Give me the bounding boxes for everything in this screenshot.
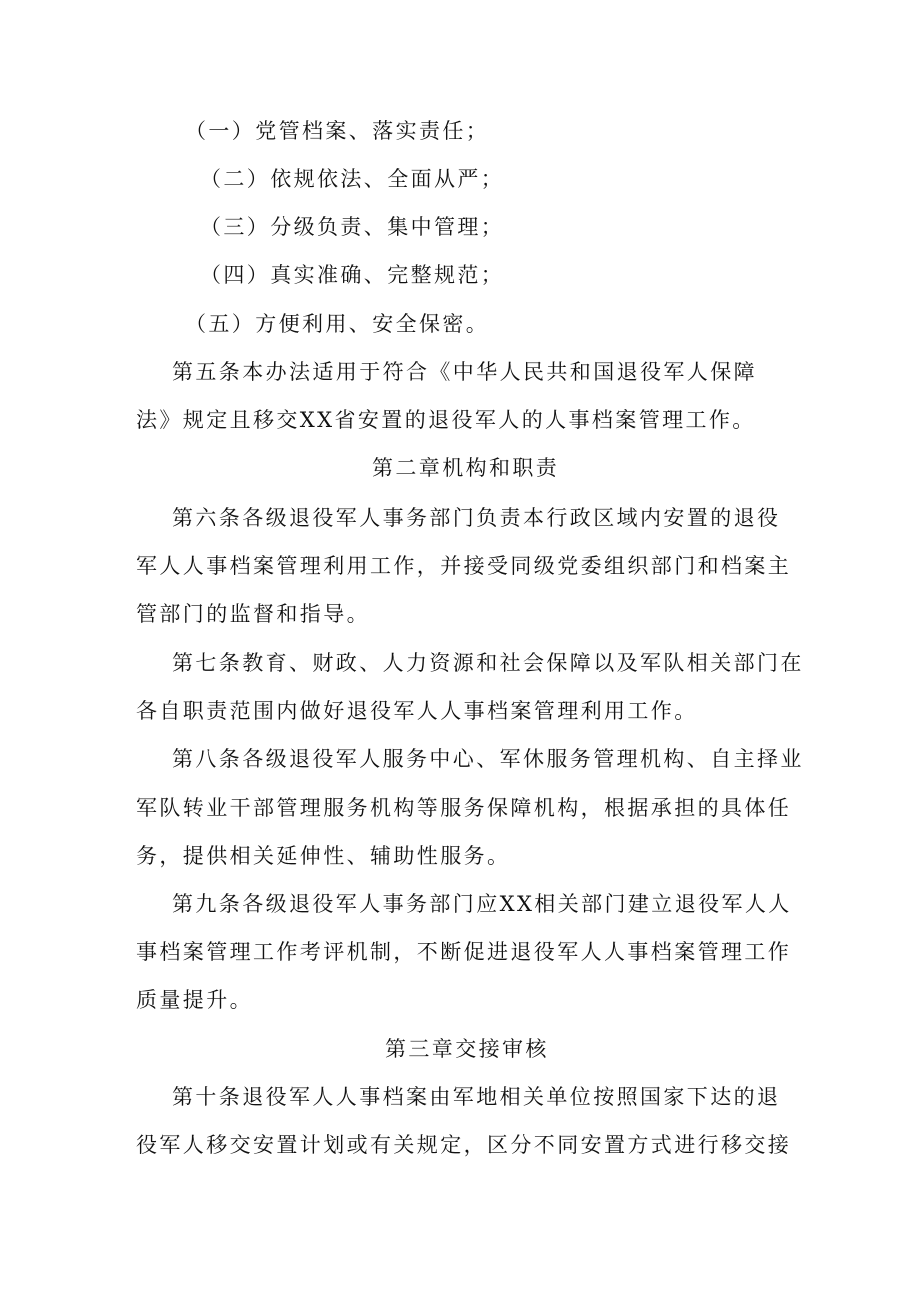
article-9-line-3: 质量提升。 [136,988,253,1012]
article-8-line-2: 军队转业干部管理服务机构等服务保障机构，根据承担的具体任 [136,796,792,820]
article-6-line-3: 管部门的监督和指导。 [136,602,370,626]
article-7-line-2: 各自职责范围内做好退役军人人事档案管理利用工作。 [136,699,698,723]
chapter-3-heading: 第三章交接审核 [385,1037,549,1061]
article-9-line-1: 第九条各级退役军人事务部门应XX相关部门建立退役军人人 [172,892,792,916]
article-10-line-2: 役军人移交安置计划或有关规定，区分不同安置方式进行移交接 [136,1133,792,1157]
principle-item-2: （二）依规依法、全面从严； [200,167,505,191]
principle-item-1: （一）党管档案、落实责任； [185,119,490,143]
article-8-line-1: 第八条各级退役军人服务中心、军休服务管理机构、自主择业 [172,747,804,771]
principle-item-3: （三）分级负责、集中管理； [200,215,505,239]
article-8-line-3: 务，提供相关延伸性、辅助性服务。 [136,844,511,868]
chapter-2-heading: 第二章机构和职责 [372,456,560,480]
principle-item-4: （四）真实准确、完整规范； [200,263,505,287]
article-5-line-2: 法》规定且移交XX省安置的退役军人的人事档案管理工作。 [136,408,756,432]
article-9-line-2: 事档案管理工作考评机制，不断促进退役军人人事档案管理工作 [136,940,792,964]
principle-item-5: （五）方便利用、安全保密。 [185,312,490,336]
article-7-line-1: 第七条教育、财政、人力资源和社会保障以及军队相关部门在 [172,651,804,675]
article-10-line-1: 第十条退役军人人事档案由军地相关单位按照国家下达的退 [172,1085,781,1109]
article-6-line-1: 第六条各级退役军人事务部门负责本行政区域内安置的退役 [172,506,781,530]
article-5-line-1: 第五条本办法适用于符合《中华人民共和国退役军人保障 [172,360,757,384]
article-6-line-2: 军人人事档案管理利用工作，并接受同级党委组织部门和档案主 [136,554,792,578]
